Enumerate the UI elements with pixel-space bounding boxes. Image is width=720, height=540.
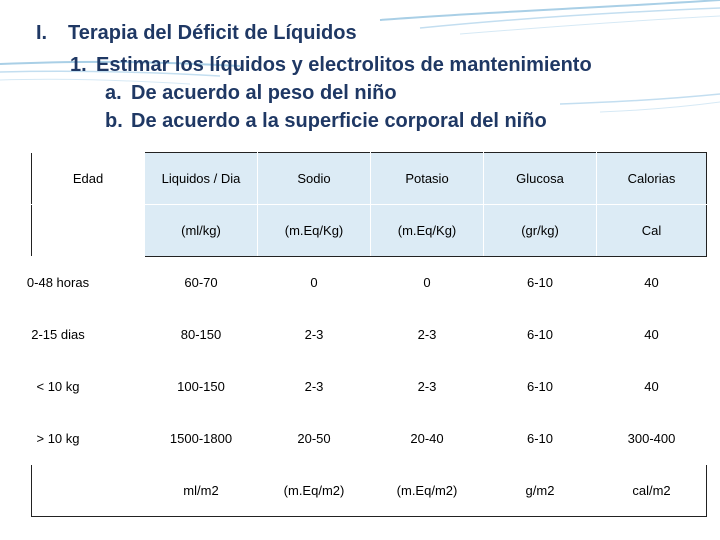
units-cell-glucosa: (gr/kg)	[484, 205, 597, 257]
potasio-cell: 0	[371, 257, 484, 309]
units-cell-potasio: (m.Eq/Kg)	[371, 205, 484, 257]
potasio-cell: 2-3	[371, 361, 484, 413]
footer-units-cell-glucosa: g/m2	[484, 465, 597, 517]
heading-level-1	[36, 22, 357, 45]
heading-item-a	[105, 82, 397, 105]
sodio-cell: 2-3	[258, 361, 371, 413]
age-cell	[32, 361, 145, 413]
units-cell-empty	[32, 205, 145, 257]
footer-units-cell-liquidos: ml/m2	[145, 465, 258, 517]
header-cell-sodio: Sodio	[258, 153, 371, 205]
potasio-cell: 20-40	[371, 413, 484, 465]
header-cell-potasio: Potasio	[371, 153, 484, 205]
age-cell	[26, 257, 145, 309]
table-row	[32, 413, 707, 465]
sodio-cell: 0	[258, 257, 371, 309]
age-cell	[32, 309, 145, 361]
calorias-cell: 40	[597, 257, 707, 309]
heading-level-2-text: Estimar los líquidos y electrolitos de mantenimiento	[96, 54, 592, 76]
age-label: < 10 kg	[36, 379, 80, 394]
slide-heading	[0, 0, 720, 150]
table-row	[32, 309, 707, 361]
units-cell-sodio: (m.Eq/Kg)	[258, 205, 371, 257]
heading-item-a-text: De acuerdo al peso del niño	[131, 82, 397, 104]
calorias-cell: 300-400	[597, 413, 707, 465]
age-cell	[32, 413, 145, 465]
footer-units-cell-potasio: (m.Eq/m2)	[371, 465, 484, 517]
calorias-cell: 40	[597, 361, 707, 413]
liquidos-cell: 100-150	[145, 361, 258, 413]
liquidos-cell: 60-70	[145, 257, 258, 309]
heading-item-b-text: De acuerdo a la superficie corporal del niño	[131, 110, 547, 132]
footer-units-cell-empty	[32, 465, 145, 517]
glucosa-cell: 6-10	[484, 361, 597, 413]
header-cell-calorias: Calorias	[597, 153, 707, 205]
liquidos-cell: 80-150	[145, 309, 258, 361]
header-cell-glucosa: Glucosa	[484, 153, 597, 205]
heading-item-a-letter: a.	[105, 82, 122, 104]
heading-item-b	[105, 110, 547, 133]
footer-units-cell-sodio: (m.Eq/m2)	[258, 465, 371, 517]
table-row	[32, 361, 707, 413]
heading-level-1-number: I.	[36, 22, 48, 44]
potasio-cell: 2-3	[371, 309, 484, 361]
maintenance-fluids-table	[26, 152, 707, 517]
liquidos-cell: 1500-1800	[145, 413, 258, 465]
sodio-cell: 2-3	[258, 309, 371, 361]
heading-level-2	[70, 54, 592, 77]
age-label: 0-48 horas	[26, 275, 90, 290]
heading-level-1-text: Terapia del Déficit de Líquidos	[68, 22, 357, 44]
age-label: 2-15 dias	[31, 327, 85, 342]
glucosa-cell: 6-10	[484, 257, 597, 309]
units-cell-calorias: Cal	[597, 205, 707, 257]
units-cell-liquidos: (ml/kg)	[145, 205, 258, 257]
table-units-row	[32, 205, 707, 257]
header-cell-liquidos: Liquidos / Dia	[145, 153, 258, 205]
table-header-row	[32, 153, 707, 205]
heading-level-2-number: 1.	[70, 54, 87, 76]
glucosa-cell: 6-10	[484, 309, 597, 361]
sodio-cell: 20-50	[258, 413, 371, 465]
calorias-cell: 40	[597, 309, 707, 361]
footer-units-cell-calorias: cal/m2	[597, 465, 707, 517]
header-cell-edad: Edad	[32, 153, 145, 205]
table-footer-units-row	[32, 465, 707, 517]
heading-item-b-letter: b.	[105, 110, 123, 132]
age-label: > 10 kg	[36, 431, 80, 446]
table-row	[32, 257, 707, 309]
glucosa-cell: 6-10	[484, 413, 597, 465]
